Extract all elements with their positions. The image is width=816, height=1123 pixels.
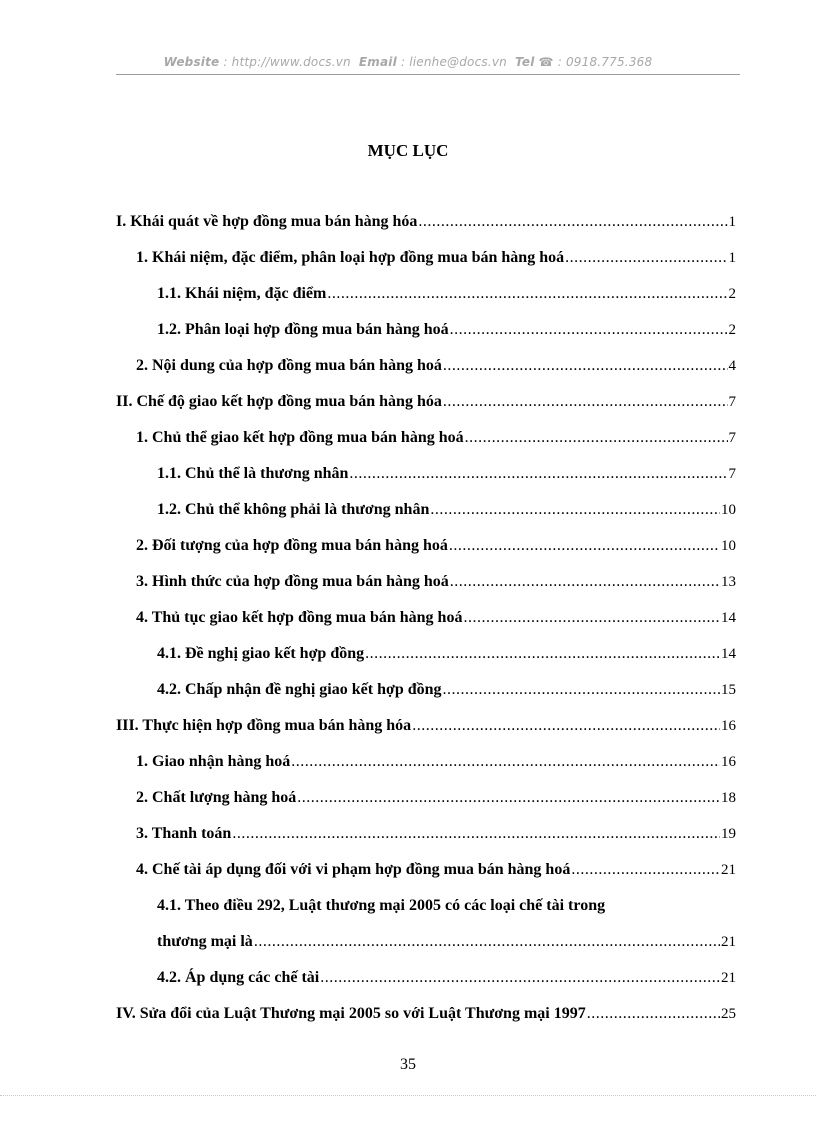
toc-entry bbox=[136, 573, 736, 597]
toc-entry bbox=[157, 645, 736, 669]
toc-page-number: 21 bbox=[721, 862, 736, 878]
toc-page-number: 1 bbox=[728, 214, 736, 230]
toc-leader-dots bbox=[571, 861, 720, 879]
toc-page-number: 2 bbox=[728, 286, 736, 302]
toc-entry-text: 4. Chế tài áp dụng đối với vi phạm hợp đồng mua bán hàng hoá bbox=[136, 861, 571, 878]
toc-page-number: 21 bbox=[721, 934, 736, 950]
toc-entry bbox=[136, 861, 736, 885]
toc-page-number: 13 bbox=[721, 574, 736, 590]
toc-page-number: 10 bbox=[721, 538, 736, 554]
toc-page-number: 2 bbox=[728, 322, 736, 338]
toc-entry-text: 1. Chủ thể giao kết hợp đồng mua bán hàng hoá bbox=[136, 429, 464, 446]
toc-leader-dots bbox=[291, 753, 720, 771]
toc-entry bbox=[157, 285, 736, 309]
toc-page-number: 14 bbox=[721, 610, 736, 626]
toc-entry-text: 4.1. Đề nghị giao kết hợp đồng bbox=[157, 645, 365, 662]
page-number: 35 bbox=[400, 1056, 416, 1073]
toc-leader-dots bbox=[430, 501, 720, 519]
toc-page-number: 14 bbox=[721, 646, 736, 662]
toc-page-number: 7 bbox=[728, 430, 736, 446]
toc-leader-dots bbox=[412, 717, 720, 735]
toc-entry bbox=[157, 501, 736, 525]
toc-entry bbox=[157, 465, 736, 489]
toc-entry-text: thương mại là bbox=[157, 933, 253, 950]
toc-page-number: 10 bbox=[721, 502, 736, 518]
toc-leader-dots bbox=[320, 969, 720, 987]
email-value: : lienhe@docs.vn bbox=[400, 55, 507, 69]
toc-entry bbox=[136, 357, 736, 381]
toc-entry-text: 4. Thủ tục giao kết hợp đồng mua bán hàng hoá bbox=[136, 609, 463, 626]
tel-label: Tel bbox=[515, 55, 535, 69]
toc-leader-dots bbox=[565, 249, 727, 267]
toc-entry-text: IV. Sửa đổi của Luật Thương mại 2005 so với Luật Thương mại 1997 bbox=[116, 1005, 586, 1022]
toc-entry bbox=[116, 1005, 736, 1029]
website-value: : http://www.docs.vn bbox=[223, 55, 351, 69]
toc-leader-dots bbox=[232, 825, 720, 843]
toc-leader-dots bbox=[365, 645, 720, 663]
toc-entry-text: 4.2. Chấp nhận đề nghị giao kết hợp đồng bbox=[157, 681, 442, 698]
toc-entry bbox=[136, 249, 736, 273]
toc-entry-text: 1.2. Phân loại hợp đồng mua bán hàng hoá bbox=[157, 321, 449, 338]
toc-page-number: 4 bbox=[728, 358, 736, 374]
toc-entry bbox=[116, 717, 736, 741]
toc-page-number: 18 bbox=[721, 790, 736, 806]
toc-entry bbox=[136, 609, 736, 633]
toc-entry-text: 2. Chất lượng hàng hoá bbox=[136, 789, 297, 806]
tel-value: ☎ : 0918.775.368 bbox=[538, 55, 653, 69]
toc-page-number: 21 bbox=[721, 970, 736, 986]
toc-entry-text: 3. Hình thức của hợp đồng mua bán hàng hoá bbox=[136, 573, 449, 590]
toc-entry-text: 1. Khái niệm, đặc điểm, phân loại hợp đồng mua bán hàng hoá bbox=[136, 249, 565, 266]
toc-leader-dots bbox=[465, 429, 728, 447]
toc-entry bbox=[157, 969, 736, 993]
toc-entry bbox=[116, 213, 736, 237]
toc-entry-text: II. Chế độ giao kết hợp đồng mua bán hàng hóa bbox=[116, 393, 442, 410]
toc-entry bbox=[157, 681, 736, 705]
toc-entry-text: 4.1. Theo điều 292, Luật thương mại 2005 có các loại chế tài trong bbox=[157, 897, 606, 914]
toc-page-number: 25 bbox=[721, 1006, 736, 1022]
toc-entry-text: III. Thực hiện hợp đồng mua bán hàng hóa bbox=[116, 717, 412, 734]
toc-page-number: 1 bbox=[728, 250, 736, 266]
toc-entry-text: 1. Giao nhận hàng hoá bbox=[136, 753, 291, 770]
toc-entry bbox=[157, 897, 736, 921]
toc-leader-dots bbox=[297, 789, 720, 807]
toc-page-number: 16 bbox=[721, 718, 736, 734]
toc-page-number: 7 bbox=[728, 466, 736, 482]
toc-entry bbox=[136, 753, 736, 777]
toc-entry-text: I. Khái quát về hợp đồng mua bán hàng hóa bbox=[116, 213, 418, 230]
toc-entry-text: 4.2. Áp dụng các chế tài bbox=[157, 969, 320, 986]
toc-leader-dots bbox=[349, 465, 727, 483]
toc-leader-dots bbox=[443, 393, 728, 411]
toc-leader-dots bbox=[443, 357, 728, 375]
toc-entry-text: 2. Đối tượng của hợp đồng mua bán hàng hoá bbox=[136, 537, 448, 554]
toc-page-number: 15 bbox=[721, 682, 736, 698]
page-title: MỤC LỤC bbox=[367, 141, 449, 160]
toc-page-number: 16 bbox=[721, 754, 736, 770]
toc-leader-dots bbox=[449, 537, 720, 555]
toc-page-number: 7 bbox=[728, 394, 736, 410]
toc-leader-dots bbox=[463, 609, 720, 627]
toc-leader-dots bbox=[450, 573, 720, 591]
website-label: Website bbox=[163, 55, 220, 69]
toc-entry-text: 1.1. Chủ thể là thương nhân bbox=[157, 465, 349, 482]
footer-divider bbox=[0, 1095, 816, 1096]
toc-entry bbox=[136, 825, 736, 849]
toc-leader-dots bbox=[587, 1005, 720, 1023]
toc-entry bbox=[136, 429, 736, 453]
toc-leader-dots bbox=[418, 213, 727, 231]
toc-entry bbox=[136, 789, 736, 813]
toc-leader-dots bbox=[450, 321, 728, 339]
toc-entry bbox=[157, 321, 736, 345]
toc-page-number: 19 bbox=[721, 826, 736, 842]
toc-entry bbox=[157, 933, 736, 957]
toc-leader-dots bbox=[327, 285, 727, 303]
toc-leader-dots bbox=[254, 933, 720, 951]
toc-leader-dots bbox=[443, 681, 720, 699]
toc-entry-text: 1.1. Khái niệm, đặc điểm bbox=[157, 285, 327, 302]
toc-entry-text: 1.2. Chủ thể không phải là thương nhân bbox=[157, 501, 430, 518]
toc-entry-text: 3. Thanh toán bbox=[136, 825, 232, 842]
toc-entry bbox=[116, 393, 736, 417]
toc-entry bbox=[136, 537, 736, 561]
toc-entry-text: 2. Nội dung của hợp đồng mua bán hàng hoá bbox=[136, 357, 442, 374]
email-label: Email bbox=[358, 55, 397, 69]
